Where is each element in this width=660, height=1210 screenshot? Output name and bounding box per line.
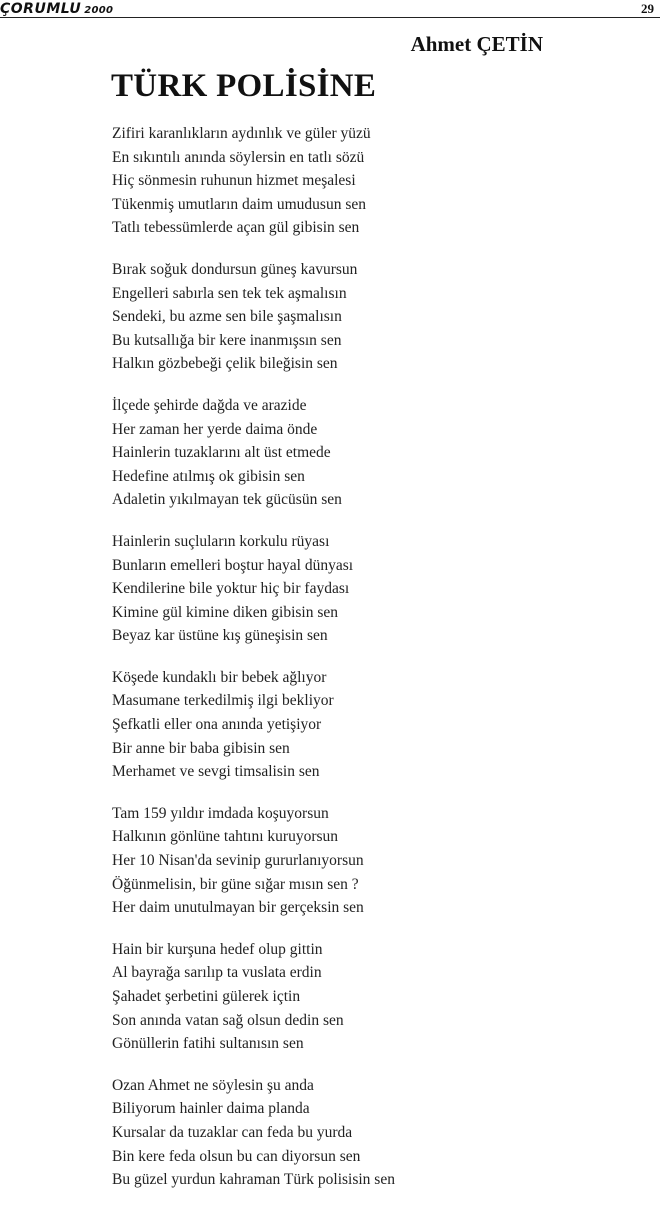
poem-line: Ozan Ahmet ne söylesin şu anda (112, 1076, 314, 1094)
stanza (112, 122, 632, 240)
publication-year: 2000 (84, 5, 114, 16)
poem-line: Tam 159 yıldır imdada koşuyorsun (112, 804, 329, 822)
poem-line: Bin kere feda olsun bu can diyorsun sen (112, 1147, 361, 1165)
poem-line: Halkının gönlüne tahtını kuruyorsun (112, 828, 339, 846)
poem-line: Adaletin yıkılmayan tek gücüsün sen (112, 491, 342, 509)
poem-line: Kursalar da tuzaklar can feda bu yurda (112, 1123, 353, 1141)
poem-line: Şahadet şerbetini gülerek içtin (112, 988, 301, 1005)
poem-title: TÜRK POLİSİNE (111, 68, 377, 104)
poem-line: Öğünmelisin, bir güne sığar mısın sen ? (112, 875, 359, 893)
poem-line: Beyaz kar üstüne kış güneşisin sen (112, 627, 328, 645)
poem-line: Sendeki, bu azme sen bile şaşmalısın (112, 308, 342, 326)
publication-logo (0, 1, 113, 17)
poem-line: Bu güzel yurdun kahraman Türk polisisin sen (112, 1171, 395, 1189)
poem-line: Bir anne bir baba gibisin sen (112, 739, 290, 757)
header-divider (0, 17, 660, 18)
poem-line: Hain bir kurşuna hedef olup gittin (112, 940, 323, 958)
poem-line: Biliyorum hainler daima planda (112, 1100, 310, 1118)
author-name: Ahmet ÇETİN (410, 32, 543, 56)
stanza (112, 394, 632, 512)
stanza (112, 802, 632, 920)
poem-line: Hainlerin tuzaklarını alt üst etmede (112, 444, 331, 462)
stanza (112, 938, 632, 1056)
poem-line: Masumane terkedilmiş ilgi bekliyor (112, 692, 334, 710)
poem-line: Her zaman her yerde daima önde (112, 420, 318, 438)
poem-line: Bunların emelleri boştur hayal dünyası (112, 556, 354, 574)
poem-line: Halkın gözbebeği çelik bileğisin sen (112, 355, 338, 373)
poem-line: Her daim unutulmayan bir gerçeksin sen (112, 899, 364, 917)
poem-line: Son anında vatan sağ olsun dedin sen (112, 1011, 344, 1029)
stanza (112, 666, 632, 784)
poem-line: Tatlı tebessümlerde açan gül gibisin sen (112, 219, 360, 237)
page-number: 29 (641, 1, 654, 16)
poem-line: Şefkatli eller ona anında yetişiyor (112, 716, 322, 734)
poem-line: Zifiri karanlıkların aydınlık ve güler yüzü (112, 125, 371, 142)
poem-line: Kendilerine bile yoktur hiç bir faydası (112, 580, 350, 598)
poem-line: En sıkıntılı anında söylersin en tatlı sözü (112, 148, 365, 166)
stanza (112, 258, 632, 376)
poem-line: Engelleri sabırla sen tek tek aşmalısın (112, 284, 347, 302)
poem-line: Hainlerin suçluların korkulu rüyası (112, 532, 330, 550)
poem-line: Merhamet ve sevgi timsalisin sen (112, 763, 320, 781)
poem-line: Hiç sönmesin ruhunun hizmet meşalesi (112, 172, 356, 190)
poem-line: Köşede kundaklı bir bebek ağlıyor (112, 668, 327, 686)
poem-line: Kimine gül kimine diken gibisin sen (112, 603, 339, 621)
stanza (112, 1074, 632, 1192)
poem-line: İlçede şehirde dağda ve arazide (112, 396, 307, 414)
poem-line: Tükenmiş umutların daim umudusun sen (112, 195, 367, 213)
poem-line: Gönüllerin fatihi sultanısın sen (112, 1035, 304, 1053)
poem-line: Bırak soğuk dondursun güneş kavursun (112, 260, 358, 278)
poem-line: Al bayrağa sarılıp ta vuslata erdin (112, 964, 322, 982)
publication-name: ÇORUMLU (0, 1, 82, 17)
poem-body (112, 122, 632, 1210)
poem-line: Hedefine atılmış ok gibisin sen (112, 467, 305, 485)
poem-line: Bu kutsallığa bir kere inanmışsın sen (112, 331, 342, 349)
poem-line: Her 10 Nisan'da sevinip gururlanıyorsun (112, 852, 364, 870)
stanza (112, 530, 632, 648)
